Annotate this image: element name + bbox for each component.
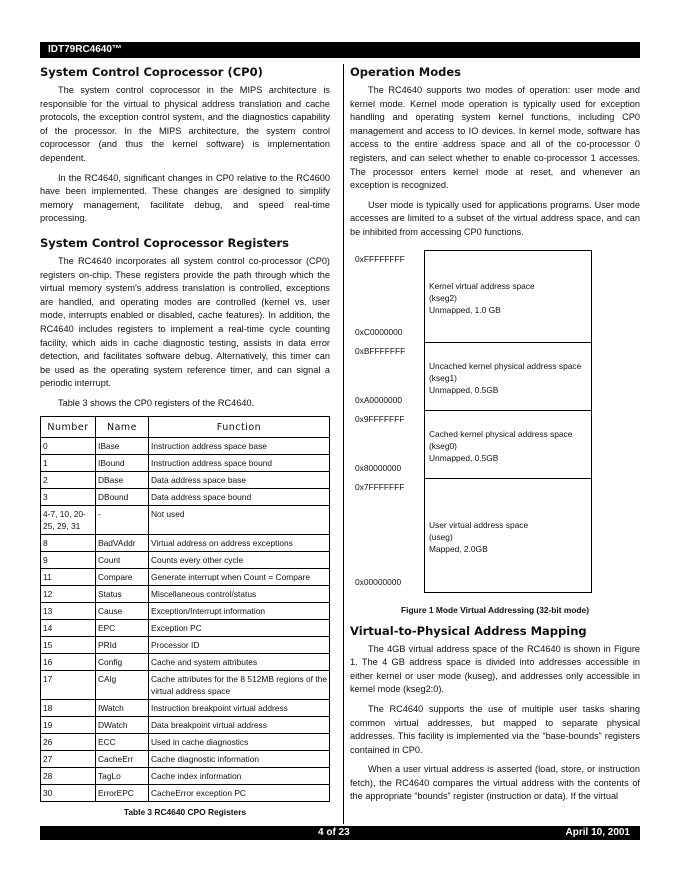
paragraph: The system control coprocessor in the MIPS architecture is responsible for the virtual to physical address translation and cache protocols, the exception control system, and the diagnostics capability of the processor. In the MIPS architecture, the system control coprocessor (and thus the kernel software) is implementation dependent. (40, 85, 330, 163)
table-cell: ECC (96, 734, 149, 751)
page-footer (40, 826, 640, 840)
table-cell: ErrorEPC (96, 785, 149, 802)
column-divider (343, 64, 344, 824)
segment-label: Unmapped, 0.5GB (429, 384, 499, 395)
table-cell: BadVAddr (96, 535, 149, 552)
segment-label: Mapped, 2.0GB (429, 543, 488, 554)
right-column (350, 62, 640, 810)
address-label: 0x80000000 (355, 462, 402, 473)
table-row (41, 717, 330, 734)
table-cell: 30 (41, 785, 96, 802)
column-header: Function (149, 417, 330, 438)
table-cell: Data address space base (149, 472, 330, 489)
table-cell: Cache and system attributes (149, 654, 330, 671)
segment-label: (kseg2) (429, 292, 457, 303)
table-row (41, 654, 330, 671)
table-row (41, 586, 330, 603)
table-cell: DWatch (96, 717, 149, 734)
paragraph: User mode is typically used for applications programs. User mode accesses are limited to a subset of the virtual address space, and can be inhibited from accessing CP0 functions. (350, 199, 640, 237)
table-cell: - (96, 506, 149, 535)
table-cell: 11 (41, 569, 96, 586)
table-cell: 2 (41, 472, 96, 489)
table-cell: Counts every other cycle (149, 552, 330, 569)
table-cell: IBound (96, 455, 149, 472)
table-cell: Cache diagnostic information (149, 751, 330, 768)
table-cell: PRId (96, 637, 149, 654)
section-heading: System Control Coprocessor (CP0) (40, 65, 263, 79)
table-cell: IBase (96, 438, 149, 455)
section-heading: Operation Modes (350, 65, 461, 79)
table-row (41, 506, 330, 535)
table-row (41, 489, 330, 506)
paragraph: The RC4640 supports two modes of operation: user mode and kernel mode. Kernel mode operation is typically used for exception handling and operating system kernel functions, including CP0 management and access to IO devices. In kernel mode, software has access to the entire address space and all of the co-processor 0 registers, and can select whether to enable co-processor 1 accesses. The processor enters kernel mode at reset, and whenever an exception is recognized. (350, 85, 640, 191)
table-cell: 27 (41, 751, 96, 768)
table-cell: 0 (41, 438, 96, 455)
table-cell: Miscellaneous control/status (149, 586, 330, 603)
table-cell: Data breakpoint virtual address (149, 717, 330, 734)
table-cell: 3 (41, 489, 96, 506)
table-cell: Cache attributes for the 8 512MB regions of the virtual address space (149, 671, 330, 700)
table-cell: EPC (96, 620, 149, 637)
table-cell: 26 (41, 734, 96, 751)
table-cell: CacheError exception PC (149, 785, 330, 802)
table-cell: Not used (149, 506, 330, 535)
table-row (41, 552, 330, 569)
segment-label: Cached kernel physical address space (429, 428, 573, 439)
table-row (41, 455, 330, 472)
table-cell: Used in cache diagnostics (149, 734, 330, 751)
paragraph: When a user virtual address is asserted (load, store, or instruction fetch), the RC4640 compares the virtual address with the contents of the appropriate “bounds” register (instruction or data). If the virtual (350, 764, 640, 802)
table-cell: IWatch (96, 700, 149, 717)
table-cell: TagLo (96, 768, 149, 785)
table-row (41, 671, 330, 700)
section-heading: Virtual-to-Physical Address Mapping (350, 623, 587, 638)
table-cell: DBound (96, 489, 149, 506)
table-cell: 13 (41, 603, 96, 620)
table-row (41, 472, 330, 489)
address-segment (424, 410, 592, 479)
table-row (41, 603, 330, 620)
segment-label: User virtual address space (429, 519, 529, 530)
address-label: 0x7FFFFFFF (355, 481, 405, 492)
table-caption: Table 3 RC4640 CPO Registers (123, 807, 247, 818)
table-row (41, 734, 330, 751)
table-cell: Config (96, 654, 149, 671)
paragraph: Table 3 shows the CP0 registers of the RC4640. (58, 397, 255, 408)
address-label: 0x00000000 (355, 576, 402, 587)
address-segment (424, 250, 592, 343)
table-row (41, 768, 330, 785)
table-cell: Cause (96, 603, 149, 620)
paragraph: In the RC4640, significant changes in CP0 relative to the RC4600 have been implemented. These changes are designed to simplify memory management, facilitate debug, and speed real-time processing. (40, 172, 330, 224)
column-header: Number (41, 417, 96, 438)
address-space-figure (350, 250, 640, 600)
table-cell: Data address space bound (149, 489, 330, 506)
address-label: 0x9FFFFFFF (355, 413, 405, 424)
segment-label: (kseg1) (429, 372, 457, 383)
segment-label: Unmapped, 0.5GB (429, 452, 499, 463)
segment-label: (useg) (429, 531, 453, 542)
paragraph: The 4GB virtual address space of the RC4640 is shown in Figure 1. The 4 GB address space is divided into addresses accessible in either kernel or user mode (kuseg), and addresses only accessible in kernel mode (kseg2:0). (350, 643, 640, 695)
table-cell: Processor ID (149, 637, 330, 654)
table-cell: Exception PC (149, 620, 330, 637)
table-cell: 28 (41, 768, 96, 785)
left-column (40, 62, 330, 818)
table-cell: 4-7, 10, 20-25, 29, 31 (41, 506, 96, 535)
table-cell: 14 (41, 620, 96, 637)
doc-title: IDT79RC4640™ (48, 44, 122, 55)
table-cell: DBase (96, 472, 149, 489)
table-cell: Exception/Interrupt information (149, 603, 330, 620)
table-cell: CAlg (96, 671, 149, 700)
table-cell: Instruction address space bound (149, 455, 330, 472)
table-cell: 17 (41, 671, 96, 700)
segment-label: Unmapped, 1.0 GB (429, 304, 501, 315)
address-segment (424, 478, 592, 593)
segment-label: (kseg0) (429, 440, 457, 451)
table-cell: 8 (41, 535, 96, 552)
segment-label: Kernel virtual address space (429, 280, 535, 291)
table-row (41, 438, 330, 455)
figure-caption: Figure 1 Mode Virtual Addressing (32-bit mode) (401, 604, 589, 615)
table-cell: Generate interrupt when Count = Compare (149, 569, 330, 586)
table-row (41, 785, 330, 802)
cp0-registers-table (40, 416, 330, 802)
table-cell: Compare (96, 569, 149, 586)
table-cell: 18 (41, 700, 96, 717)
table-cell: 16 (41, 654, 96, 671)
table-cell: Count (96, 552, 149, 569)
table-cell: Status (96, 586, 149, 603)
page-header (40, 42, 640, 58)
address-segment (424, 342, 592, 411)
address-label: 0xFFFFFFFF (355, 253, 405, 264)
table-cell: CacheErr (96, 751, 149, 768)
table-row (41, 620, 330, 637)
table-cell: 19 (41, 717, 96, 734)
table-row (41, 637, 330, 654)
address-label: 0xBFFFFFFF (355, 345, 406, 356)
table-row (41, 569, 330, 586)
address-label: 0xA0000000 (355, 394, 403, 405)
column-header: Name (96, 417, 149, 438)
table-cell: 15 (41, 637, 96, 654)
segment-label: Uncached kernel physical address space (429, 360, 582, 371)
paragraph: The RC4640 supports the use of multiple user tasks sharing common virtual addresses, but mapped to separate physical addresses. This facility is implemented via the “base-bounds” registers contained in CP0. (350, 703, 640, 755)
table-cell: Instruction breakpoint virtual address (149, 700, 330, 717)
paragraph: The RC4640 incorporates all system control co-processor (CP0) registers on-chip. These registers provide the path through which the virtual memory system's address translation is controlled, exceptions are handled, and operating modes are controlled (kernel vs. user mode, interrupts enabled or disabled, cache features). In addition, the RC4640 includes registers to implement a real-time cycle counting facility, which aids in cache diagnostic testing, assists in data error detection, and facilitates software debug. Alternatively, this timer can be used as the operating system reference timer, and can signal a periodic interrupt. (40, 255, 330, 389)
table-cell: Cache index information (149, 768, 330, 785)
table-cell: Virtual address on address exceptions (149, 535, 330, 552)
table-cell: 9 (41, 552, 96, 569)
doc-date: April 10, 2001 (565, 827, 630, 838)
table-row (41, 700, 330, 717)
page-number: 4 of 23 (318, 827, 350, 838)
table-row (41, 751, 330, 768)
table-row (41, 535, 330, 552)
table-cell: Instruction address space base (149, 438, 330, 455)
address-label: 0xC0000000 (355, 326, 403, 337)
section-heading: System Control Coprocessor Registers (40, 235, 289, 250)
table-cell: 1 (41, 455, 96, 472)
table-cell: 12 (41, 586, 96, 603)
